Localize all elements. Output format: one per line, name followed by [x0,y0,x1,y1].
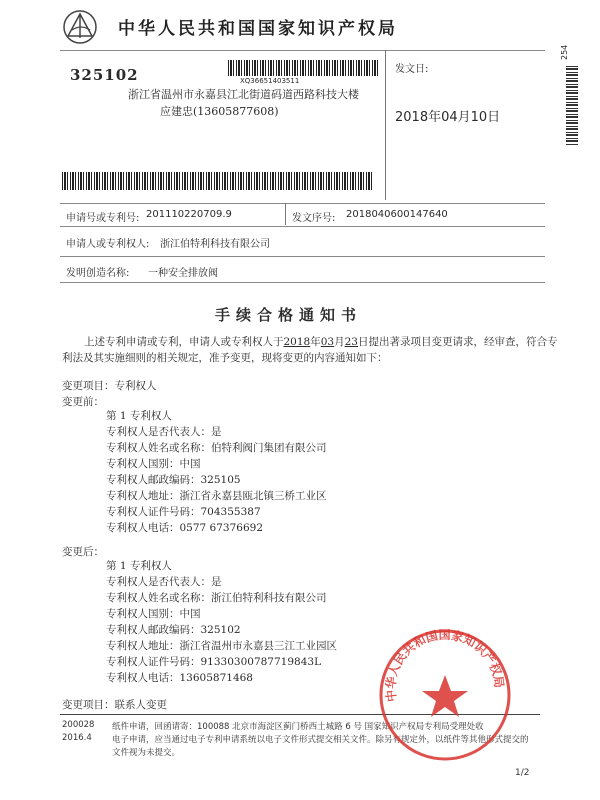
intro-year-unit: 年 [310,336,321,348]
after-line: 专利权人证件号码：91330300787719843L [106,656,322,668]
before-line: 专利权人证件号码：704355387 [106,506,261,518]
app-no-label: 申请号或专利号: [66,213,140,224]
side-code: 254 [560,44,569,60]
doc-no-label: 发文序号: [292,213,336,224]
change-item-2: 变更项目：联系人变更 [62,699,167,711]
change-item: 变更项目：专利权人 [62,380,157,392]
after-line: 专利权人电话：13605871468 [106,672,253,684]
footer-line-1: 纸件申请，回函请寄：100088 北京市海淀区蓟门桥西土城路 6 号 国家知识产权局专利局受理处收 [112,722,484,732]
after-line: 专利权人姓名或名称：浙江伯特利科技有限公司 [106,592,327,604]
side-barcode [566,65,578,145]
footer-code-2: 2016.4 [62,733,92,743]
intro-line-1 [84,334,557,349]
address-barcode [228,60,378,76]
send-date-label: 发文日: [395,64,429,75]
invention-label: 发明创造名称: [66,268,130,279]
before-line: 专利权人国别：中国 [106,458,201,470]
before-line: 专利权人是否代表人：是 [106,426,222,438]
intro-text-a: 上述专利申请或专利，申请人或专利权人于 [84,336,284,348]
footer-line-2: 电子申请，应当通过电子专利申请系统以电子文件形式提交相关文件。除另有规定外，以纸件等其他形式提交的 [112,735,529,745]
cnipa-logo-icon [60,8,100,46]
after-line: 第 1 专利权人 [106,560,172,572]
before-line: 专利权人姓名或名称：伯特利阀门集团有限公司 [106,442,327,454]
after-label: 变更后： [62,546,104,558]
send-date-value: 2018年04月10日 [395,110,501,125]
footer-code-1: 200028 [62,720,95,730]
applicant-value: 浙江伯特利科技有限公司 [160,239,270,250]
office-name: 中华人民共和国国家知识产权局 [118,19,398,39]
address-line-1: 浙江省温州市永嘉县江北街道码道西路科技大楼 [128,88,359,101]
intro-month: 03 [320,336,335,348]
bottom-barcode [62,172,372,190]
page-number: 1/2 [515,768,530,778]
footer-line-3: 文件视为未提交。 [112,748,181,758]
intro-month-unit: 月 [334,336,345,348]
after-line: 专利权人国别：中国 [106,608,201,620]
notice-title: 手续合格通知书 [215,306,363,324]
postcode: 325102 [70,66,139,84]
after-line: 专利权人是否代表人：是 [106,576,222,588]
seal-text: 中华人民共和国国家知识产权局 [383,627,507,703]
official-seal [375,625,515,765]
barcode-text: XQ36651403511 [240,77,300,85]
invention-value: 一种安全排放阀 [148,268,218,279]
app-no-value: 201110220709.9 [146,209,232,220]
intro-text-b: 日提出著录项目变更请求，经审查，符合专 [357,336,558,348]
doc-no-value: 2018040600147640 [346,209,448,220]
after-line: 专利权人地址：浙江省温州市永嘉县三江工业园区 [106,640,337,652]
address-line-2: 应建忠(13605877608) [160,105,279,118]
applicant-label: 申请人或专利权人: [66,239,150,250]
before-line: 专利权人电话：0577 67376692 [106,522,264,534]
before-line: 专利权人地址：浙江省永嘉县瓯北镇三桥工业区 [106,490,327,502]
seal-star-icon [422,675,468,717]
intro-line-2: 利法及其实施细则的相关规定，准予变更，现将变更的内容通知如下： [62,352,388,364]
before-line: 第 1 专利权人 [106,410,172,422]
before-label: 变更前： [62,396,104,408]
before-line: 专利权人邮政编码：325105 [106,474,241,486]
after-line: 专利权人邮政编码：325102 [106,624,241,636]
intro-day: 23 [344,336,358,348]
intro-year: 2018 [283,336,311,348]
